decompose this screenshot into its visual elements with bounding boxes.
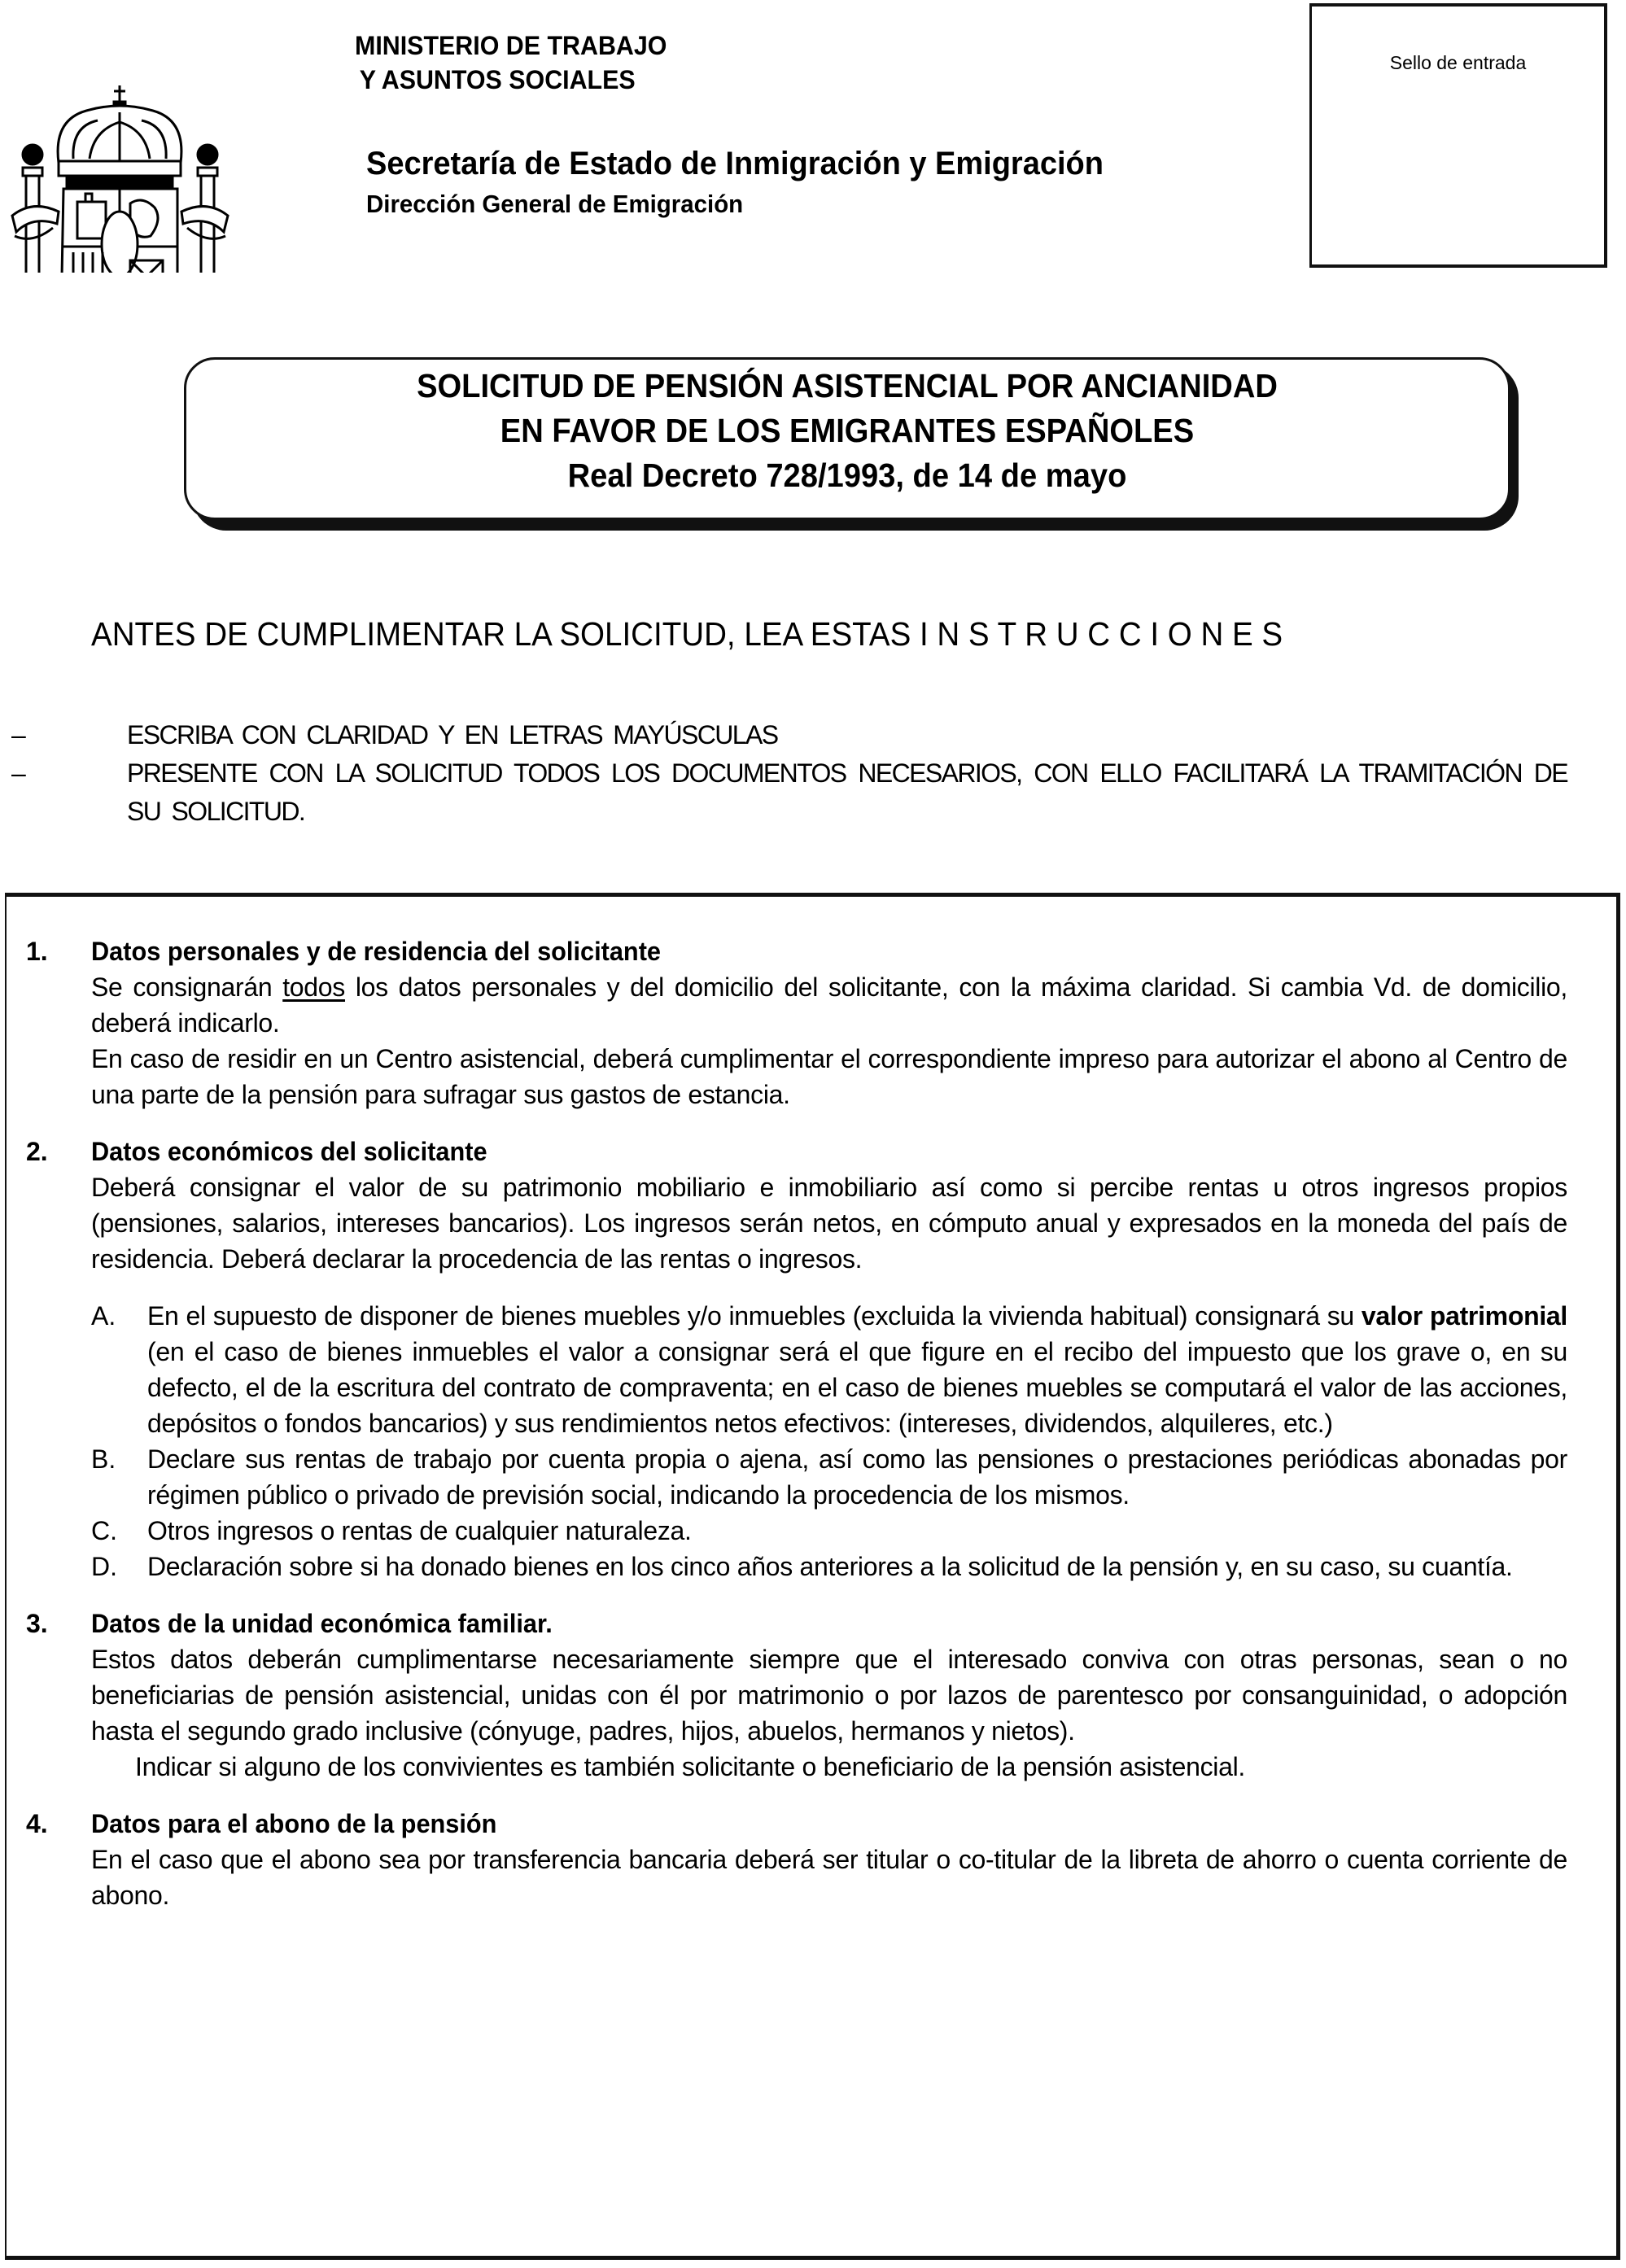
- section-number: 3.: [26, 1609, 48, 1638]
- coat-of-arms-icon: [8, 41, 232, 273]
- item-letter: C.: [91, 1516, 117, 1545]
- section-title: Datos personales y de residencia del solicitante: [91, 937, 662, 966]
- section-number: 2.: [26, 1137, 48, 1166]
- form-title-line-2: EN FAVOR DE LOS EMIGRANTES ESPAÑOLES: [500, 412, 1195, 449]
- list-item: [21, 1441, 1567, 1513]
- section-paragraph: En el caso que el abono sea por transferencia bancaria deberá ser titular o co-titular de la libreta de ahorro o cuenta corriente de abono.: [91, 1845, 1567, 1910]
- section-paragraph: En caso de residir en un Centro asistencial, deberá cumplimentar el correspondiente impreso para autorizar el abono al Centro de una parte de la pensión para sufragar sus gastos de estancia.: [91, 1044, 1567, 1109]
- section-title: Datos económicos del solicitante: [91, 1137, 487, 1166]
- section-title: Datos de la unidad económica familiar.: [91, 1609, 553, 1638]
- text-run: los datos personales y del domicilio del solicitante, con la máxima claridad. Si cambia Vd. de domicilio, deberá indicarlo.: [91, 972, 1567, 1038]
- ministry-line-1: MINISTERIO DE TRABAJO: [355, 31, 667, 60]
- text-run: Se consignarán: [91, 972, 283, 1002]
- bullet-item: [0, 754, 1579, 831]
- section-title: Datos para el abono de la pensión: [91, 1809, 497, 1838]
- list-item: [21, 1513, 1567, 1549]
- section-paragraph: Indicar si alguno de los convivientes es también solicitante o beneficiario de la pensión asistencial.: [135, 1752, 1245, 1781]
- dash-icon: –: [11, 720, 26, 749]
- section-payment-data: [21, 1806, 1567, 1913]
- stamp-box-label: Sello de entrada: [1389, 52, 1527, 73]
- form-title-line-1: SOLICITUD DE PENSIÓN ASISTENCIAL POR ANCIANIDAD: [417, 367, 1278, 404]
- section-number: 1.: [26, 937, 48, 966]
- dash-icon: –: [11, 758, 26, 788]
- ministry-line-2: Y ASUNTOS SOCIALES: [359, 65, 636, 94]
- item-text: Otros ingresos o rentas de cualquier naturaleza.: [147, 1516, 692, 1545]
- bullet-text: ESCRIBA CON CLARIDAD Y EN LETRAS MAYÚSCULAS: [127, 720, 778, 749]
- section-economic-data: [21, 1134, 1567, 1584]
- emphasis-underlined: todos: [282, 972, 346, 1002]
- text-run: En el supuesto de disponer de bienes muebles y/o inmuebles (excluida la vivienda habitual) consignará su: [147, 1301, 1362, 1331]
- instructions-heading: ANTES DE CUMPLIMENTAR LA SOLICITUD, LEA ESTAS I N S T R U C C I O N E S: [91, 615, 1283, 653]
- text-run: (en el caso de bienes inmuebles el valor a consignar será el que figure en el recibo del impuesto que los grave o, en su defecto, el de la escritura del contrato de compraventa; en el caso de bienes muebles se computará el valor de las acciones, depósitos o fondos bancarios) y sus rendimientos netos efectivos: (intereses, dividendos, alquileres, etc.): [147, 1337, 1567, 1438]
- instruction-sections: [21, 933, 1567, 1934]
- bullet-text: PRESENTE CON LA SOLICITUD TODOS LOS DOCUMENTOS NECESARIOS, CON ELLO FACILITARÁ LA TRAMITACIÓN DE SU SOLICITUD.: [127, 758, 1567, 826]
- list-item: [21, 1298, 1567, 1441]
- item-text: Declaración sobre si ha donado bienes en los cinco años anteriores a la solicitud de la pensión y, en su caso, su cuantía.: [147, 1552, 1513, 1581]
- economic-items-list: [21, 1298, 1567, 1584]
- section-family-unit: [21, 1606, 1567, 1785]
- title-box: [184, 357, 1510, 520]
- form-title-decree: Real Decreto 728/1993, de 14 de mayo: [567, 457, 1127, 494]
- secretaria-name: Secretaría de Estado de Inmigración y Emigración: [366, 146, 1104, 181]
- section-paragraph: Deberá consignar el valor de su patrimonio mobiliario e inmobiliario así como si percibe rentas u otros ingresos propios (pensiones, salarios, intereses bancarios). Los ingresos serán netos, en cómputo anual y expresados en la moneda del país de residencia. Deberá declarar la procedencia de las rentas o ingresos.: [91, 1173, 1567, 1274]
- section-number: 4.: [26, 1809, 48, 1838]
- item-text: Declare sus rentas de trabajo por cuenta propia o ajena, así como las pensiones o prestaciones periódicas abonadas por régimen público o privado de previsión social, indicando la procedencia de los mismos.: [147, 1444, 1567, 1510]
- section-paragraph: [91, 969, 1567, 1041]
- direccion-name: Dirección General de Emigración: [366, 190, 744, 218]
- stamp-box: [1309, 3, 1607, 268]
- emphasis-bold: valor patrimonial: [1361, 1301, 1567, 1331]
- section-paragraph: Estos datos deberán cumplimentarse necesariamente siempre que el interesado conviva con otras personas, sean o no beneficiarias de pensión asistencial, unidas con él por matrimonio o por lazos de parentesco por consanguinidad, o adopción hasta el segundo grado inclusive (cónyuge, padres, hijos, abuelos, hermanos y nietos).: [91, 1645, 1567, 1746]
- item-letter: D.: [91, 1552, 117, 1581]
- instructions-bullets: [0, 716, 1579, 831]
- bullet-item: [0, 716, 1579, 754]
- item-letter: B.: [91, 1444, 116, 1474]
- item-letter: A.: [91, 1301, 116, 1331]
- list-item: [21, 1549, 1567, 1584]
- section-personal-data: [21, 933, 1567, 1112]
- item-text: [147, 1298, 1567, 1441]
- ministry-name: [355, 28, 667, 97]
